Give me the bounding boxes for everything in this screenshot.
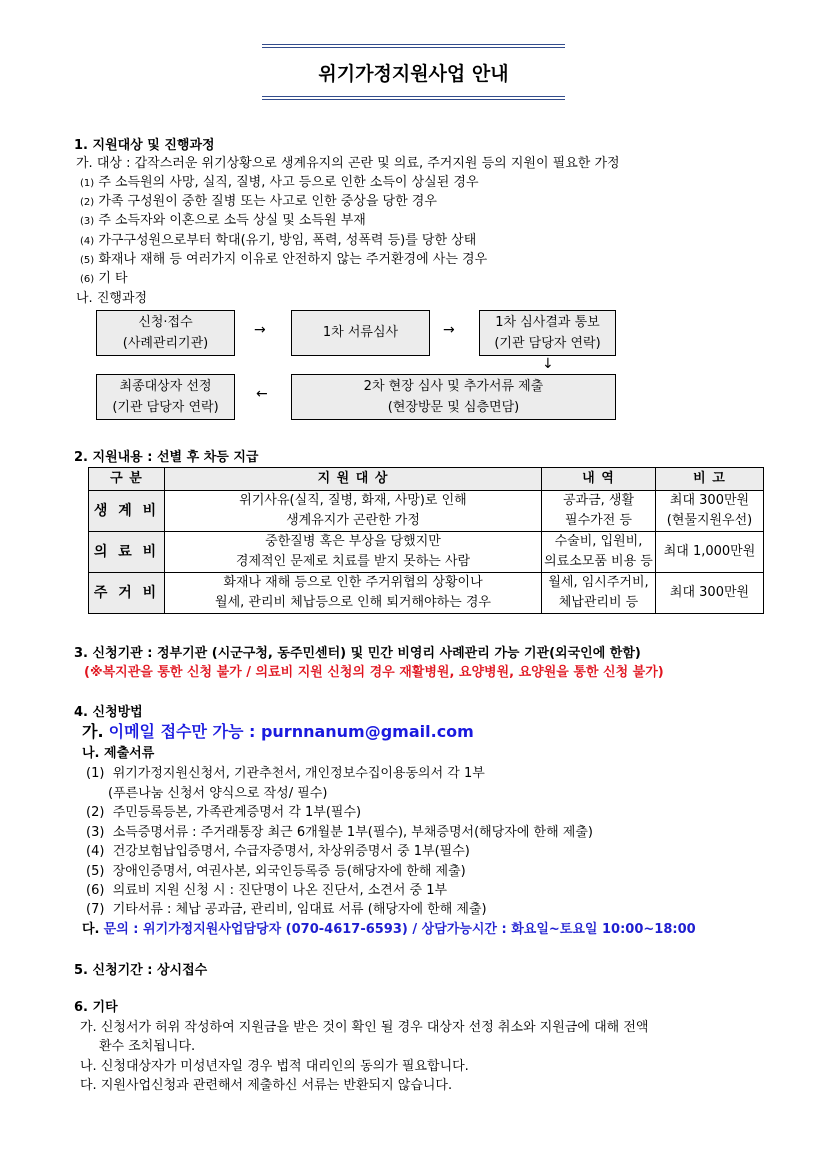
flow-box-first-review-label: 1차 서류심사 — [322, 325, 399, 340]
list-item: (3) 소득증명서류 : 주거래통장 최근 6개월분 1부(필수), 부채증명서(해당자에 한해 제출) — [86, 825, 593, 840]
table-row — [89, 491, 764, 532]
row-note: 최대 1,000만원 — [656, 532, 764, 573]
page-title: 위기가정지원사업 안내 — [318, 63, 509, 85]
list-item: (5) 장애인증명서, 여권사본, 외국인등록증 등(해당자에 한해 제출) — [86, 864, 466, 879]
title-rule-bottom — [262, 96, 565, 97]
flow-box-first-result — [479, 310, 616, 356]
flow-box-first-result-line1: 1차 심사결과 통보 — [495, 315, 600, 330]
row-category: 의 료 비 — [89, 532, 165, 573]
section-6-item-a: 가. 신청서가 허위 작성하여 지원금을 받은 것이 확인 될 경우 대상자 선정 취소와 지원금에 대해 전액 — [80, 1020, 649, 1035]
row-detail: 수술비, 입원비, 의료소모품 비용 등 — [542, 532, 656, 573]
arrow-left-icon: ← — [256, 386, 268, 402]
list-item: (6) 기 타 — [80, 271, 128, 286]
section-1-heading: 1. 지원대상 및 진행과정 — [74, 138, 215, 153]
section-6-item-c: 다. 지원사업신청과 관련해서 제출하신 서류는 반환되지 않습니다. — [80, 1078, 453, 1093]
list-item: (2) 가족 구성원이 중한 질병 또는 사고로 인한 중상을 당한 경우 — [80, 194, 437, 209]
section-5-heading: 5. 신청기간 : 상시접수 — [74, 963, 208, 978]
flow-box-second-review — [291, 374, 616, 420]
section-3-heading: 3. 신청기관 : 정부기관 (시군구청, 동주민센터) 및 민간 비영리 사례관리 가능 기관(외국인에 한함) — [74, 646, 641, 661]
table-header-row — [89, 468, 764, 491]
list-item: (푸른나눔 신청서 양식으로 작성/ 필수) — [108, 786, 328, 801]
flow-box-application — [96, 310, 235, 356]
section-1-target: 가. 대상 : 갑작스러운 위기상황으로 생계유지의 곤란 및 의료, 주거지원 등의 지원이 필요한 가정 — [76, 156, 620, 171]
flow-box-final-selection-line2: (기관 담당자 연락) — [112, 400, 219, 415]
flow-box-first-result-line2: (기관 담당자 연락) — [494, 336, 601, 351]
arrow-down-icon: ↓ — [542, 356, 554, 372]
title-rule-top-2 — [262, 47, 565, 48]
table-row — [89, 573, 764, 614]
section-6-heading: 6. 기타 — [74, 1000, 118, 1015]
table-header: 구 분 — [89, 468, 165, 491]
contact-info: 문의 : 위기가정지원사업담당자 (070-4617-6593) / 상담가능시간 : 화요일~토요일 10:00~18:00 — [103, 922, 696, 937]
contact-line-label: 다. — [82, 922, 100, 937]
flow-box-second-review-line1: 2차 현장 심사 및 추가서류 제출 — [363, 379, 544, 394]
list-item: (6) 의료비 지원 신청 시 : 진단명이 나온 진단서, 소견서 중 1부 — [86, 883, 448, 898]
flow-box-application-line2: (사례관리기관) — [122, 336, 209, 351]
table-row — [89, 532, 764, 573]
arrow-right-icon: → — [443, 322, 455, 338]
section-4-contact-line — [82, 918, 696, 937]
title-rule-bottom-2 — [262, 99, 565, 100]
row-category: 주 거 비 — [89, 573, 165, 614]
section-6-item-a-cont: 환수 조치됩니다. — [99, 1039, 196, 1054]
email-line-label: 가. — [82, 722, 104, 741]
row-target: 위기사유(실직, 질병, 화재, 사망)로 인해 생계유지가 곤란한 가정 — [165, 491, 542, 532]
section-4-docs-label: 나. 제출서류 — [82, 746, 155, 761]
row-note: 최대 300만원 (현물지원우선) — [656, 491, 764, 532]
title-rule-top — [262, 44, 565, 45]
list-item: (5) 화재나 재해 등 여러가지 이유로 안전하지 않는 주거환경에 사는 경우 — [80, 252, 488, 267]
arrow-right-icon: → — [254, 322, 266, 338]
section-6-item-b: 나. 신청대상자가 미성년자일 경우 법적 대리인의 동의가 필요합니다. — [80, 1059, 469, 1074]
table-header: 지 원 대 상 — [165, 468, 542, 491]
list-item: (7) 기타서류 : 체납 공과금, 관리비, 임대료 서류 (해당자에 한해 제출) — [86, 902, 487, 917]
table-header: 비 고 — [656, 468, 764, 491]
row-target: 화재나 재해 등으로 인한 주거위협의 상황이나 월세, 관리비 체납등으로 인해 퇴거해야하는 경우 — [165, 573, 542, 614]
email-contact: 이메일 접수만 가능 : purnnanum@gmail.com — [108, 722, 474, 741]
list-item: (1) 주 소득원의 사망, 실직, 질병, 사고 등으로 인한 소득이 상실된 경우 — [80, 175, 479, 190]
row-category: 생 계 비 — [89, 491, 165, 532]
list-item: (3) 주 소득자와 이혼으로 소득 상실 및 소득원 부재 — [80, 213, 366, 228]
row-target: 중한질병 혹은 부상을 당했지만 경제적인 문제로 치료를 받지 못하는 사람 — [165, 532, 542, 573]
section-2-heading: 2. 지원내용 : 선별 후 차등 지급 — [74, 450, 259, 465]
row-detail: 공과금, 생활 필수가전 등 — [542, 491, 656, 532]
table-header: 내 역 — [542, 468, 656, 491]
flow-box-final-selection — [96, 374, 235, 420]
list-item: (1) 위기가정지원신청서, 기관추천서, 개인정보수집이용동의서 각 1부 — [86, 766, 485, 781]
section-4-heading: 4. 신청방법 — [74, 705, 143, 720]
flow-box-second-review-line2: (현장방문 및 심층면담) — [387, 400, 520, 415]
flow-box-first-review — [291, 310, 430, 356]
list-item: (2) 주민등록등본, 가족관계증명서 각 1부(필수) — [86, 805, 362, 820]
section-4-email-line — [82, 719, 474, 742]
list-item: (4) 건강보험납입증명서, 수급자증명서, 차상위증명서 중 1부(필수) — [86, 844, 470, 859]
row-detail: 월세, 임시주거비, 체납관리비 등 — [542, 573, 656, 614]
section-3-note: (※복지관을 통한 신청 불가 / 의료비 지원 신청의 경우 재활병원, 요양병원, 요양원을 통한 신청 불가) — [84, 665, 664, 680]
section-1-process-label: 나. 진행과정 — [76, 291, 148, 306]
flow-box-final-selection-line1: 최종대상자 선정 — [119, 379, 212, 394]
flow-box-application-line1: 신청·접수 — [138, 315, 193, 330]
support-table — [88, 467, 764, 614]
row-note: 최대 300만원 — [656, 573, 764, 614]
list-item: (4) 가구구성원으로부터 학대(유기, 방임, 폭력, 성폭력 등)를 당한 상태 — [80, 233, 477, 248]
